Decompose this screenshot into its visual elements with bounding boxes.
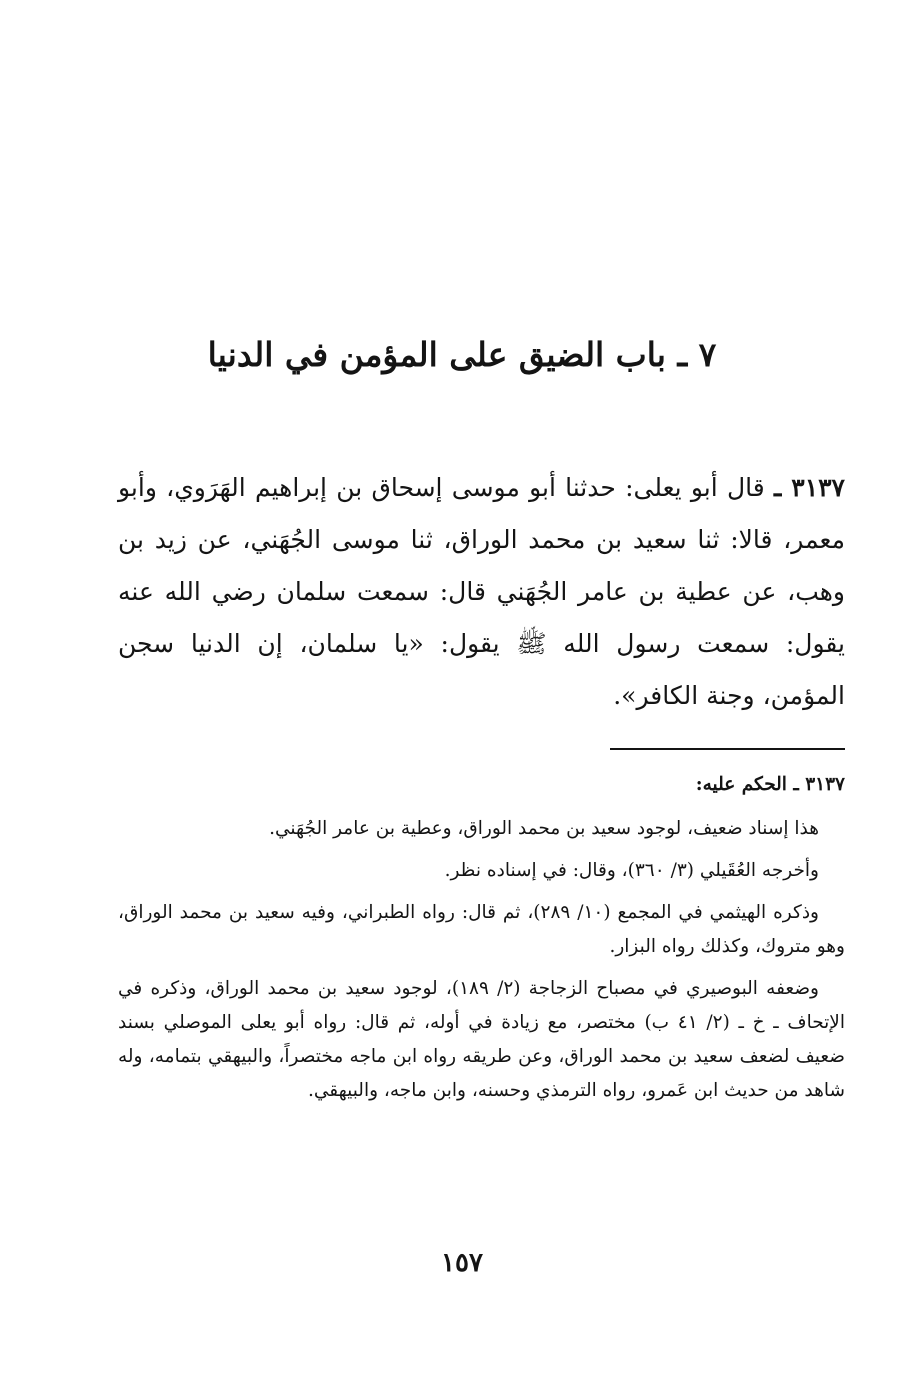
footnote-paragraph: وضعفه البوصيري في مصباح الزجاجة (٢/ ١٨٩)، لوجود سعيد بن محمد الوراق، وذكره في الإتحاف ـ خ ـ (٢/ ٤١ ب) مختصر، مع زيادة في أوله، ثم قال: رواه أبو يعلى الموصلي بسند ضعيف لضعف سعيد بن محمد الوراق، وعن طريقه رواه ابن ماجه مختصراً، والبيهقي بتمامه، وله شاهد من حديث ابن عَمرو، رواه الترمذي وحسنه، وابن ماجه، والبيهقي. (118, 978, 845, 1101)
footnote-paragraph: وذكره الهيثمي في المجمع (١٠/ ٢٨٩)، ثم قال: رواه الطبراني، وفيه سعيد بن محمد الوراق، وهو متروك، وكذلك رواه البزار. (118, 902, 845, 957)
page-number: ١٥٧ (441, 1248, 483, 1278)
footnote-paragraph: هذا إسناد ضعيف، لوجود سعيد بن محمد الوراق، وعطية بن عامر الجُهَني. (269, 818, 819, 839)
footnotes-section (118, 768, 845, 1116)
hadith-text-block (118, 462, 845, 722)
hadith-number: ٣١٣٧ ـ (773, 473, 845, 502)
footnote-heading: ٣١٣٧ ـ الحكم عليه: (695, 774, 845, 795)
hadith-text: قال أبو يعلى: حدثنا أبو موسى إسحاق بن إبراهيم الهَرَوي، وأبو معمر، قالا: ثنا سعيد بن محمد الوراق، ثنا موسى الجُهَني، عن زيد بن وهب، عن عطية بن عامر الجُهَني قال: سمعت سلمان رضي الله عنه يقول: سمعت رسول الله ﷺ يقول: «يا سلمان، إن الدنيا سجن المؤمن، وجنة الكافر». (118, 473, 845, 710)
footnote-paragraph: وأخرجه العُقَيلي (٣/ ٣٦٠)، وقال: في إسناده نظر. (444, 860, 819, 881)
footnote-separator (610, 748, 845, 750)
chapter-title: ٧ ـ باب الضيق على المؤمن في الدنيا (207, 335, 717, 374)
